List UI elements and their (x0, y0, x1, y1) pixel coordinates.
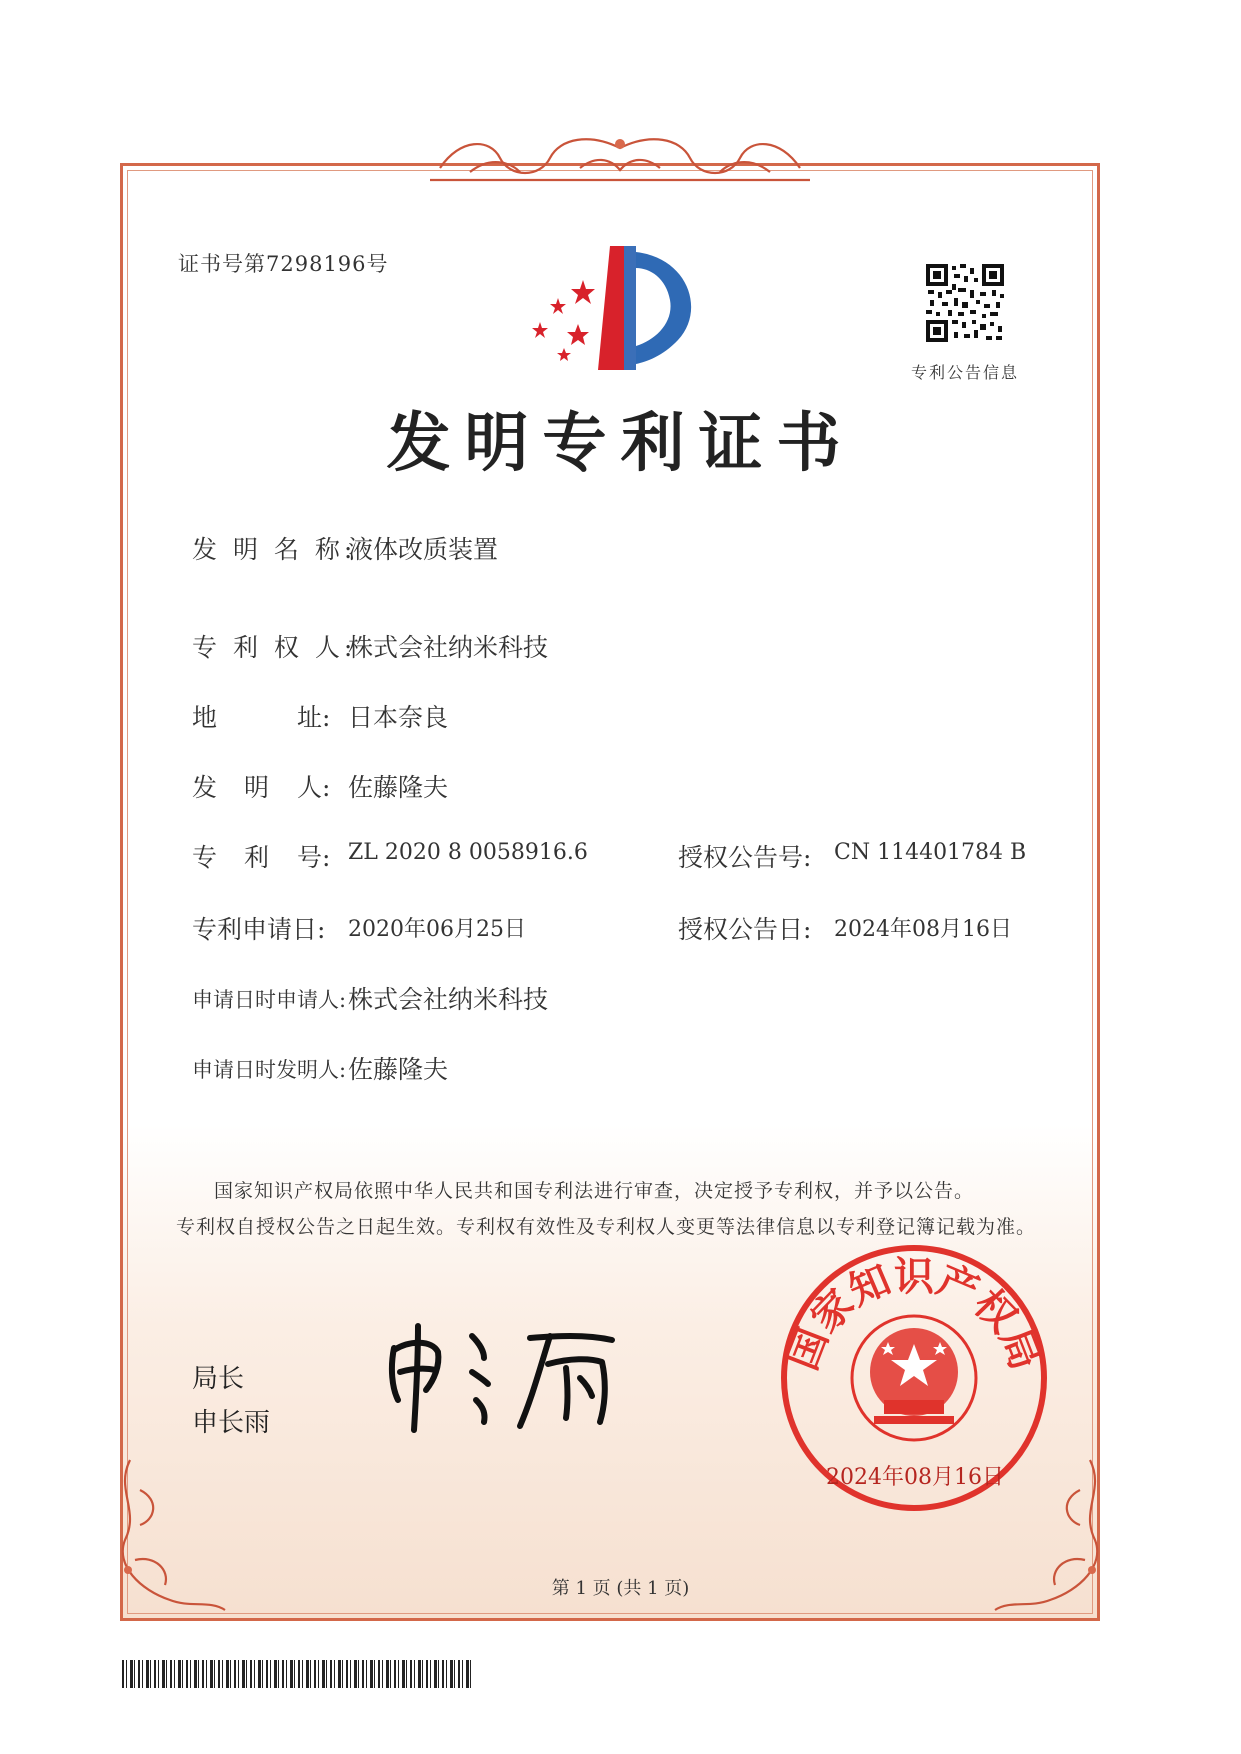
seal-date: 2024年08月16日 (826, 1465, 1004, 1490)
grant-pub-number-value: CN 114401784 B (834, 840, 1027, 865)
page-title: 发明专利证书 (386, 406, 855, 481)
notice-line-1: 国家知识产权局依照中华人民共和国专利法进行审查，决定授予专利权，并予以公告。 (214, 1180, 975, 1202)
patentee-value: 株式会社纳米科技 (348, 633, 549, 662)
patent-number-label-left: 专 (192, 843, 218, 872)
patentee-label: 专 利 权 人: (192, 633, 357, 662)
signatory-title: 局长 (192, 1364, 245, 1394)
patent-number-label-right: 号: (297, 843, 331, 872)
inventor-at-filing-label: 申请日时发明人: (192, 1058, 347, 1082)
patent-number-label-mid: 利 (244, 843, 270, 872)
inventor-label-mid: 明 (244, 773, 270, 802)
qr-caption: 专利公告信息 (910, 363, 1019, 382)
page-info: 第 1 页 (共 1 页) (551, 1578, 690, 1599)
inventor-at-filing-value: 佐藤隆夫 (348, 1055, 449, 1084)
address-label-left: 地 (192, 703, 218, 732)
notice-line-2: 专利权自授权公告之日起生效。专利权有效性及专利权人变更等法律信息以专利登记簿记载为准。 (176, 1216, 1037, 1238)
grant-pub-date-label: 授权公告日: (678, 915, 812, 944)
cnipa-logo (528, 240, 708, 380)
applicant-at-filing-label: 申请日时申请人: (192, 988, 347, 1012)
signatory-name: 申长雨 (192, 1408, 271, 1438)
handwritten-signature (380, 1318, 640, 1438)
inventor-value: 佐藤隆夫 (348, 773, 449, 802)
top-ornament (430, 128, 810, 192)
address-label-right: 址: (297, 703, 331, 732)
grant-pub-date-value: 2024年08月16日 (834, 917, 1012, 942)
filing-date-label: 专利申请日: (192, 915, 326, 944)
qr-code-icon (924, 262, 1006, 344)
inventor-label-right: 人: (297, 773, 331, 802)
certificate-number: 证书号第7298196号 (178, 252, 389, 276)
grant-pub-number-label: 授权公告号: (678, 843, 812, 872)
invention-name-value: 液体改质装置 (348, 535, 499, 564)
invention-name-label: 发 明 名 称: (192, 535, 357, 564)
barcode (122, 1660, 472, 1688)
inventor-label-left: 发 (192, 773, 218, 802)
applicant-at-filing-value: 株式会社纳米科技 (348, 985, 549, 1014)
patent-number-value: ZL 2020 8 0058916.6 (348, 840, 588, 865)
filing-date-value: 2020年06月25日 (348, 917, 526, 942)
address-value: 日本奈良 (348, 703, 449, 732)
seal-text-path: 国家知识产权局 (779, 1253, 1049, 1377)
